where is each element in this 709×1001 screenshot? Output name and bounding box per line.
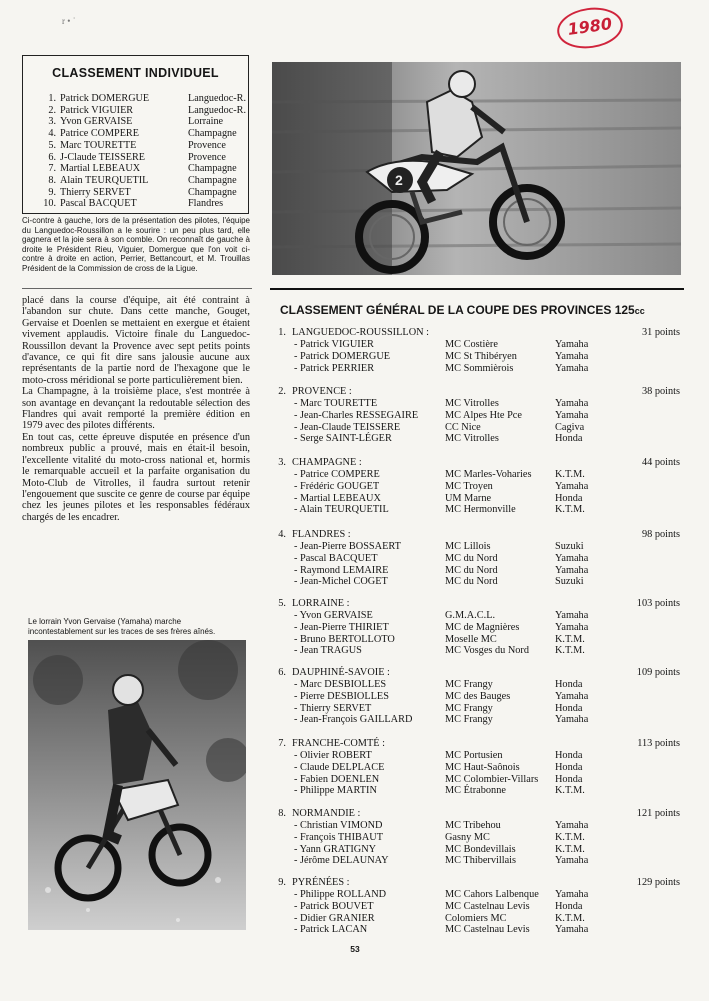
rider-bike: Honda xyxy=(555,761,583,773)
individual-ranking-row xyxy=(40,140,245,152)
rider-bike: Honda xyxy=(555,433,583,445)
rider-club: MC Étrabonne xyxy=(445,785,506,797)
rider-club: MC Frangy xyxy=(445,714,493,726)
team-points: 103 points xyxy=(636,598,680,609)
team-points: 121 points xyxy=(636,808,680,819)
individual-ranking-row xyxy=(40,116,245,128)
ranking-name: Yvon GERVAISE xyxy=(60,116,133,128)
team-rank: 3. xyxy=(278,457,286,468)
gervaise-riding-photo xyxy=(28,640,246,930)
rider-bike: Yamaha xyxy=(555,621,589,633)
team-rank: 8. xyxy=(278,808,286,819)
team-points: 113 points xyxy=(637,738,680,749)
rider-club: MC Portusien xyxy=(445,750,503,761)
ranking-region: Lorraine xyxy=(188,116,224,128)
rider-bike: Yamaha xyxy=(555,924,589,936)
rider-bike: K.T.M. xyxy=(555,469,585,480)
rider-name: - Claude DELPLACE xyxy=(294,761,385,773)
team-name: NORMANDIE : xyxy=(292,808,361,819)
rider-name: - Jean-François GAILLARD xyxy=(294,714,413,726)
team-name: FLANDRES : xyxy=(292,529,351,540)
rider-bike: Yamaha xyxy=(555,610,589,621)
rider-name: - François THIBAUT xyxy=(294,831,384,843)
individual-ranking-row xyxy=(40,163,245,175)
rider-club: MC Lillois xyxy=(445,541,491,552)
rider-bike: Yamaha xyxy=(555,820,589,831)
rider-bike: K.T.M. xyxy=(555,785,585,797)
rider-bike: Yamaha xyxy=(555,855,589,867)
rider-bike: Yamaha xyxy=(555,339,589,350)
rider-club: MC Cahors Lalbenque xyxy=(445,889,539,900)
team-entry xyxy=(270,877,682,937)
year-stamp: 1980 xyxy=(555,4,626,53)
ranking-rank: 6. xyxy=(48,151,56,163)
team-entry xyxy=(270,529,682,589)
general-title-text: CLASSEMENT GÉNÉRAL DE LA COUPE DES PROVINCES 125 xyxy=(280,303,635,317)
rider-bike: K.T.M. xyxy=(555,645,585,657)
ranking-name: Patrick VIGUIER xyxy=(60,104,134,116)
rider-club: MC Castelnau Levis xyxy=(445,900,530,912)
rider-club: MC Hermonville xyxy=(445,504,516,516)
rider-name: - Marc TOURETTE xyxy=(294,398,378,409)
rider-club: MC Tribehou xyxy=(445,820,501,831)
team-points: 44 points xyxy=(641,457,680,468)
ranking-name: Pascal BACQUET xyxy=(60,198,137,210)
team-entry xyxy=(270,808,682,868)
rider-bike: Yamaha xyxy=(555,409,589,421)
rider-club: UM Marne xyxy=(445,492,492,504)
rider-name: - Jean-Pierre THIRIET xyxy=(294,621,389,633)
rider-name: - Fabien DOENLEN xyxy=(294,773,380,785)
rider-bike: Honda xyxy=(555,773,583,785)
ranking-name: Marc TOURETTE xyxy=(60,139,137,151)
rider-bike: Yamaha xyxy=(555,362,589,374)
team-name: CHAMPAGNE : xyxy=(292,457,362,468)
rider-name: - Yvon GERVAISE xyxy=(294,610,373,621)
motocross-jump-photo xyxy=(272,62,681,275)
team-name: DAUPHINÉ-SAVOIE : xyxy=(292,667,390,678)
ranking-region: Champagne xyxy=(188,186,237,198)
rider-name: - Martial LEBEAUX xyxy=(294,492,381,504)
rider-club: MC Alpes Hte Pce xyxy=(445,409,522,421)
individual-ranking-title: CLASSEMENT INDIVIDUEL xyxy=(52,66,219,80)
caption-top: Ci-contre à gauche, lors de la présentation des pilotes, l'équipe du Languedoc-Roussillon a le sourire : un peu plus tard, elle gagnera et la joie sera à son comble. On reconnaît de gauche à droite le Président Rieu, Viguier, Domergue que l'on voit ci-contre à droite en action, Perrier, Bettancourt, et M. Trouillas Président de la Commission de cross de la Ligue. xyxy=(22,216,250,273)
team-points: 109 points xyxy=(636,667,680,678)
rider-club: G.M.A.C.L. xyxy=(445,610,496,621)
rider-bike: K.T.M. xyxy=(555,912,585,924)
rider-club: MC Vitrolles xyxy=(445,398,499,409)
ranking-rank: 4. xyxy=(48,128,56,140)
rider-club: MC Thibervillais xyxy=(445,855,517,867)
team-rank: 6. xyxy=(278,667,286,678)
rider-club: MC de Magnières xyxy=(445,621,520,633)
rider-club: MC Frangy xyxy=(445,679,493,690)
rider-bike: K.T.M. xyxy=(555,504,585,516)
ranking-rank: 8. xyxy=(48,174,56,186)
individual-ranking-row xyxy=(40,93,245,105)
article-paragraph: placé dans la course d'équipe, ait été contraint à l'abandon sur chute. Dans cette manche, Gouget, Gervaise et Doenlen se mettaient en exergue et étaient vivement applaudis. Victoire finale du Languedoc-Roussillon devant la Provence avec sept petits points d'avance, ce qui fit dire sans jalousie aucune aux représentants de la partie nord de l'hexagone que le moto-cross méridional se porte particulièrement bien. xyxy=(22,295,250,386)
team-points: 129 points xyxy=(636,877,680,888)
divider-right xyxy=(270,288,684,290)
rider-bike: Honda xyxy=(555,750,583,761)
rider-bike: Suzuki xyxy=(555,541,584,552)
rider-name: - Jean-Michel COGET xyxy=(294,576,388,588)
team-rank: 9. xyxy=(278,877,286,888)
rider-name: - Olivier ROBERT xyxy=(294,750,372,761)
rider-club: MC des Bauges xyxy=(445,690,511,702)
ranking-name: Thierry SERVET xyxy=(60,186,131,198)
rider-club: MC Vitrolles xyxy=(445,433,499,445)
rider-name: - Philippe ROLLAND xyxy=(294,889,387,900)
scan-marks: r • ˙ xyxy=(62,16,76,26)
ranking-region: Provence xyxy=(188,151,226,163)
ranking-region: Languedoc-R. xyxy=(188,104,246,116)
divider-left xyxy=(22,288,252,289)
rider-club: MC Vosges du Nord xyxy=(445,645,530,657)
rider-club: MC du Nord xyxy=(445,576,498,588)
rider-bike: Honda xyxy=(555,679,583,690)
rider-name: - Christian VIMOND xyxy=(294,820,383,831)
team-entry xyxy=(270,667,682,727)
rider-bike: K.T.M. xyxy=(555,843,585,855)
team-name: FRANCHE-COMTÉ : xyxy=(292,738,385,749)
individual-ranking-row xyxy=(40,105,245,117)
rider-name: - Didier GRANIER xyxy=(294,912,375,924)
rider-name: - Patrick PERRIER xyxy=(294,362,375,374)
ranking-region: Provence xyxy=(188,139,226,151)
rider-name: - Marc DESBIOLLES xyxy=(294,679,387,690)
rider-bike: Yamaha xyxy=(555,552,589,564)
rider-club: CC Nice xyxy=(445,421,481,433)
page-number: 53 xyxy=(350,944,360,954)
rider-bike: Yamaha xyxy=(555,350,589,362)
ranking-name: Martial LEBEAUX xyxy=(60,163,141,175)
rider-club: MC du Nord xyxy=(445,552,498,564)
rider-name: - Yann GRATIGNY xyxy=(294,843,377,855)
individual-ranking-row xyxy=(40,198,245,210)
ranking-rank: 5. xyxy=(48,139,56,151)
rider-club: MC Bondevillais xyxy=(445,843,516,855)
rider-name: - Patrice COMPERE xyxy=(294,469,380,480)
rider-club: MC Marles-Voharies xyxy=(445,469,532,480)
team-points: 98 points xyxy=(641,529,680,540)
rider-name: - Patrick LACAN xyxy=(294,924,368,936)
rider-name: - Alain TEURQUETIL xyxy=(294,504,389,516)
rider-bike: K.T.M. xyxy=(555,831,585,843)
ranking-region: Champagne xyxy=(188,163,237,175)
rider-name: - Jean-Charles RESSEGAIRE xyxy=(294,409,419,421)
rider-club: MC du Nord xyxy=(445,564,498,576)
ranking-name: J-Claude TEISSERE xyxy=(60,151,145,163)
rider-club: MC Sommièrois xyxy=(445,362,514,374)
rider-club: MC St Thibéryen xyxy=(445,350,517,362)
rider-name: - Frédéric GOUGET xyxy=(294,480,380,492)
rider-club: MC Castelnau Levis xyxy=(445,924,530,936)
rider-name: - Patrick BOUVET xyxy=(294,900,374,912)
team-rank: 4. xyxy=(278,529,286,540)
ranking-region: Champagne xyxy=(188,128,237,140)
ranking-rank: 2. xyxy=(48,104,56,116)
rider-name: - Thierry SERVET xyxy=(294,702,372,714)
ranking-rank: 7. xyxy=(48,163,56,175)
rider-bike: Yamaha xyxy=(555,714,589,726)
team-rank: 1. xyxy=(278,327,286,338)
ranking-name: Alain TEURQUETIL xyxy=(60,174,149,186)
general-classification-title xyxy=(280,303,685,317)
team-name: PYRÉNÉES : xyxy=(292,877,350,888)
rider-name: - Pierre DESBIOLLES xyxy=(294,690,389,702)
rider-club: Gasny MC xyxy=(445,831,490,843)
rider-name: - Philippe MARTIN xyxy=(294,785,377,797)
rider-club: MC Haut-Saônois xyxy=(445,761,520,773)
ranking-region: Flandres xyxy=(188,198,224,210)
rider-club: MC Costière xyxy=(445,339,498,350)
team-name: LORRAINE : xyxy=(292,598,350,609)
rider-bike: Yamaha xyxy=(555,564,589,576)
rider-name: - Jean-Claude TEISSERE xyxy=(294,421,401,433)
rider-bike: Yamaha xyxy=(555,480,589,492)
rider-club: MC Colombier-Villars xyxy=(445,773,539,785)
team-name: PROVENCE : xyxy=(292,386,352,397)
ranking-rank: 1. xyxy=(48,93,56,104)
rider-bike: Honda xyxy=(555,492,583,504)
team-entry xyxy=(270,386,682,446)
team-entry xyxy=(270,598,682,658)
rider-name: - Bruno BERTOLLOTO xyxy=(294,633,395,645)
team-entry xyxy=(270,738,682,798)
team-entry xyxy=(270,457,682,517)
team-entry xyxy=(270,327,682,375)
team-points: 38 points xyxy=(641,386,680,397)
ranking-name: Patrice COMPERE xyxy=(60,128,139,140)
rider-club: Colomiers MC xyxy=(445,912,507,924)
rider-name: - Patrick DOMERGUE xyxy=(294,350,391,362)
rider-bike: Suzuki xyxy=(555,576,584,588)
rider-club: MC Frangy xyxy=(445,702,493,714)
individual-ranking-box xyxy=(22,55,249,214)
rider-name: - Jean-Pierre BOSSAERT xyxy=(294,541,401,552)
team-rank: 7. xyxy=(278,738,286,749)
ranking-name: Patrick DOMERGUE xyxy=(60,93,150,104)
rider-name: - Jean TRAGUS xyxy=(294,645,362,657)
team-points: 31 points xyxy=(641,327,680,338)
individual-ranking-row xyxy=(40,175,245,187)
rider-bike: K.T.M. xyxy=(555,633,585,645)
svg-text:2: 2 xyxy=(395,172,403,188)
rider-bike: Yamaha xyxy=(555,889,589,900)
rider-name: - Raymond LEMAIRE xyxy=(294,564,389,576)
individual-ranking-row xyxy=(40,128,245,140)
team-rank: 2. xyxy=(278,386,286,397)
rider-name: - Serge SAINT-LÉGER xyxy=(294,433,392,445)
ranking-rank: 9. xyxy=(48,186,56,198)
rider-bike: Cagiva xyxy=(555,421,585,433)
ranking-rank: 3. xyxy=(48,116,56,128)
rider-club: MC Troyen xyxy=(445,480,493,492)
team-name: LANGUEDOC-ROUSSILLON : xyxy=(292,327,430,338)
general-title-suffix: cc xyxy=(634,306,645,316)
article-paragraph: En tout cas, cette épreuve disputée en présence d'un nombreux public a prouvé, mais en était-il besoin, l'excellente vitalité du moto-cross national et, hormis le remarquable accueil et la parfaite organisation du Moto-Club de Vitrolles, il faudra surtout retenir l'engouement que suscite ce genre de course par équipe chez les jeunes pilotes et les responsables fédéraux chargés de les encadrer. xyxy=(22,431,250,523)
article-body xyxy=(22,295,250,523)
ranking-rank: 10. xyxy=(43,198,56,210)
rider-bike: Honda xyxy=(555,702,583,714)
individual-ranking-row xyxy=(40,152,245,164)
team-rank: 5. xyxy=(278,598,286,609)
rider-club: Moselle MC xyxy=(445,633,497,645)
ranking-region: Languedoc-R. xyxy=(188,93,246,104)
rider-name: - Patrick VIGUIER xyxy=(294,339,374,350)
rider-bike: Yamaha xyxy=(555,690,589,702)
individual-ranking-row xyxy=(40,187,245,199)
rider-bike: Yamaha xyxy=(555,398,589,409)
rider-name: - Jérôme DELAUNAY xyxy=(294,855,389,867)
rider-name: - Pascal BACQUET xyxy=(294,552,378,564)
article-paragraph: La Champagne, à la troisième place, s'est montrée à son avantage en devançant la redoutable sélection des Flandres qui avait remporté la première édition en 1979 avec des pilotes différents. xyxy=(22,386,250,432)
ranking-region: Champagne xyxy=(188,174,237,186)
rider-bike: Honda xyxy=(555,900,583,912)
caption-left: Le lorrain Yvon Gervaise (Yamaha) marche incontestablement sur les traces de ses frères aînés. xyxy=(28,617,216,636)
